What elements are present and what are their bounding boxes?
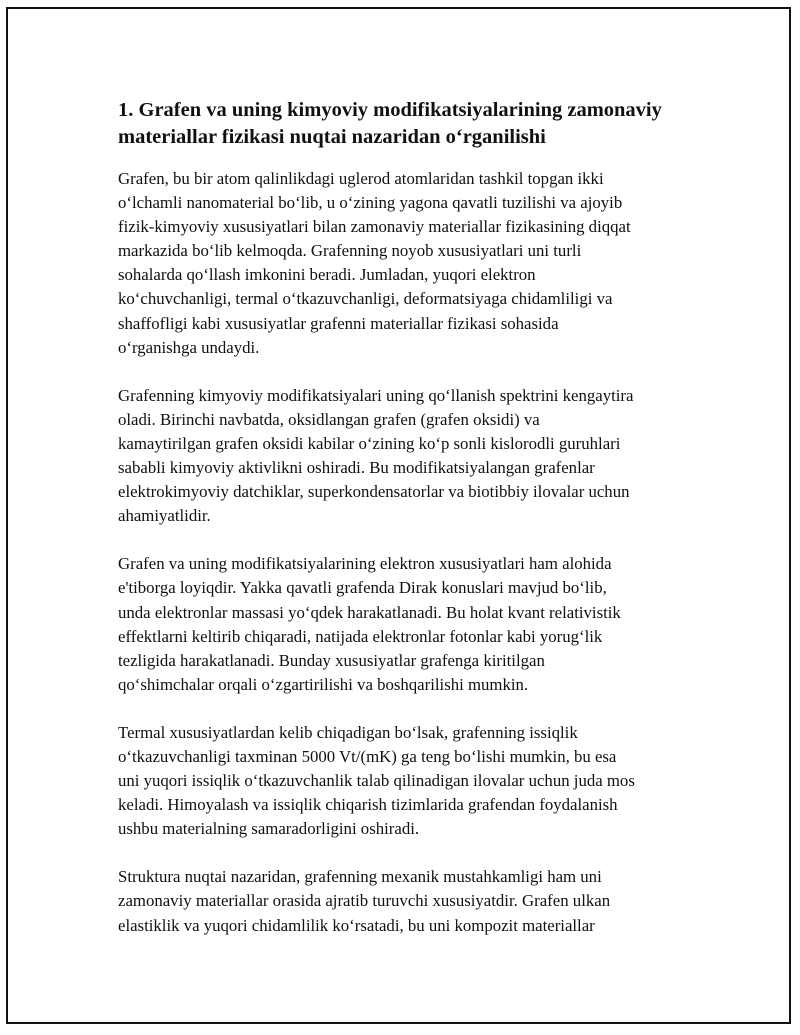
text-line: elektrokimyoviy datchiklar, superkondensatorlar va biotibbiy ilovalar uchun (118, 482, 630, 502)
text-line: keladi. Himoyalash va issiqlik chiqarish tizimlarida grafendan foydalanish (118, 795, 618, 815)
text-line: fizik-kimyoviy xususiyatlari bilan zamonaviy materiallar fizikasining diqqat (118, 217, 631, 237)
text-line: uni yuqori issiqlik o‘tkazuvchanlik talab qilinadigan ilovalar uchun juda mos (118, 771, 635, 791)
text-line: Grafen, bu bir atom qalinlikdagi uglerod atomlaridan tashkil topgan ikki (118, 169, 604, 188)
text-line: e'tiborga loyiqdir. Yakka qavatli grafenda Dirak konuslari mavjud bo‘lib, (118, 578, 607, 598)
text-line: markazida bo‘lib kelmoqda. Grafenning noyob xususiyatlari uni turli (118, 241, 582, 261)
text-line: Termal xususiyatlardan kelib chiqadigan bo‘lsak, grafenning issiqlik (118, 722, 578, 742)
heading-line: 1. Grafen va uning kimyoviy modifikatsiyalarining zamonaviy (118, 99, 662, 121)
document-page (6, 7, 791, 1024)
text-line: kamaytirilgan grafen oksidi kabilar o‘zining ko‘p sonli kislorodli guruhlari (118, 433, 621, 453)
text-line: ko‘chuvchanligi, termal o‘tkazuvchanligi, deformatsiyaga chidamliligi va (118, 289, 613, 309)
paragraph (118, 552, 698, 697)
text-line: shaffofligi kabi xususiyatlar grafenni materiallar fizikasi sohasida (118, 313, 559, 333)
paragraph (118, 721, 698, 841)
document-content (118, 97, 698, 962)
text-line: ahamiyatlidir. (118, 506, 211, 526)
text-line: elastiklik va yuqori chidamlilik ko‘rsatadi, bu uni kompozit materiallar (118, 915, 595, 935)
text-line: Grafenning kimyoviy modifikatsiyalari uning qo‘llanish spektrini kengaytira (118, 385, 634, 405)
text-line: o‘lchamli nanomaterial bo‘lib, u o‘zining yagona qavatli tuzilishi va ajoyib (118, 193, 623, 213)
paragraph (118, 865, 698, 937)
text-line: oladi. Birinchi navbatda, oksidlangan grafen (grafen oksidi) va (118, 409, 540, 429)
text-line: effektlarni keltirib chiqaradi, natijada elektronlar fotonlar kabi yorug‘lik (118, 626, 603, 646)
text-line: Grafen va uning modifikatsiyalarining elektron xususiyatlari ham alohida (118, 554, 612, 574)
text-line: sohalarda qo‘llash imkonini beradi. Jumladan, yuqori elektron (118, 265, 536, 285)
text-line: sababli kimyoviy aktivlikni oshiradi. Bu modifikatsiyalangan grafenlar (118, 458, 595, 478)
text-line: Struktura nuqtai nazaridan, grafenning mexanik mustahkamligi ham uni (118, 867, 602, 887)
text-line: zamonaviy materiallar orasida ajratib turuvchi xususiyatdir. Grafen ulkan (118, 891, 611, 911)
heading-line: materiallar fizikasi nuqtai nazaridan o‘rganilishi (118, 126, 546, 148)
text-line: tezligida harakatlanadi. Bunday xususiyatlar grafenga kiritilgan (118, 650, 545, 670)
text-line: o‘rganishga undaydi. (118, 337, 260, 357)
paragraph (118, 167, 698, 360)
paragraph (118, 384, 698, 529)
text-line: ushbu materialning samaradorligini oshiradi. (118, 819, 420, 839)
text-line: qo‘shimchalar orqali o‘zgartirilishi va boshqarilishi mumkin. (118, 674, 529, 694)
text-line: o‘tkazuvchanligi taxminan 5000 Vt/(mK) ga teng bo‘lishi mumkin, bu esa (118, 746, 617, 766)
text-line: unda elektronlar massasi yo‘qdek harakatlanadi. Bu holat kvant relativistik (118, 602, 621, 622)
section-heading (118, 97, 698, 151)
